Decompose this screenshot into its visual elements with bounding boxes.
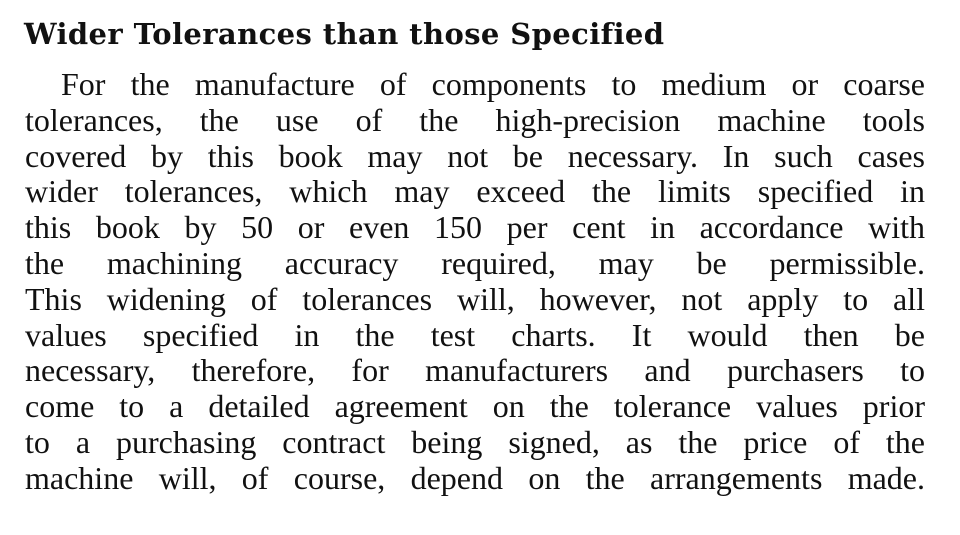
section-heading: Wider Tolerances than those Specified [24,17,665,51]
paragraph-line: to a purchasing contract being signed, as the price of the [25,423,925,460]
paragraph-line: For the manufacture of components to medium or coarse [61,66,925,102]
paragraph-line: covered by this book may not be necessary. In such cases [25,137,925,174]
paragraph-line: tolerances, the use of the high-precision machine tools [25,101,925,138]
paragraph-line: this book by 50 or even 150 per cent in accordance with [25,209,925,246]
paragraph-line: necessary, therefore, for manufacturers and purchasers to [25,352,925,389]
paragraph-line: This widening of tolerances will, however, not apply to all [25,280,925,317]
paragraph-line: values specified in the test charts. It would then be [25,316,925,353]
paragraph-line: machine will, of course, depend on the arrangements made. [25,459,925,496]
paragraph-line: wider tolerances, which may exceed the limits specified in [25,173,925,210]
paragraph-line: the machining accuracy required, may be permissible. [25,244,925,281]
body-paragraph [25,67,925,497]
paragraph-line: come to a detailed agreement on the tolerance values prior [25,388,925,425]
